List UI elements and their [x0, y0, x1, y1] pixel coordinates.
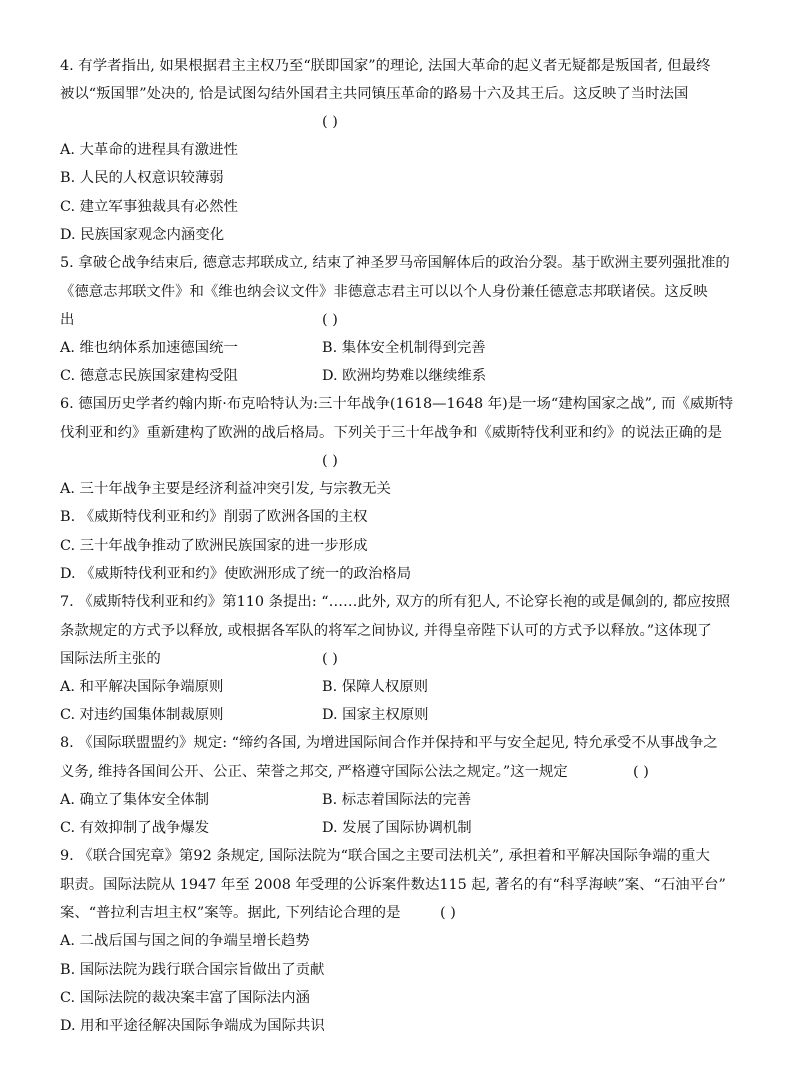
option-d: D. 用和平途径解决国际争端成为国际共识 [60, 1018, 325, 1034]
answer-bracket: ( ) [322, 312, 338, 328]
option-b: B. 《威斯特伐利亚和约》削弱了欧洲各国的主权 [60, 509, 368, 525]
option-c: C. 有效抑制了战争爆发 [60, 820, 210, 836]
option-b: B. 国际法院为践行联合国宗旨做出了贡献 [60, 962, 325, 978]
question-stem-line: 《德意志邦联文件》和《维也纳会议文件》非德意志君主可以以个人身份兼任德意志邦联诸侯。这反映 [60, 284, 708, 300]
question-stem-line: 7. 《威斯特伐利亚和约》第110 条提出: “……此外, 双方的所有犯人, 不论穿长袍的或是佩剑的, 都应按照 [60, 594, 731, 610]
question-stem-line: 国际法所主张的 [60, 651, 161, 667]
option-d: D. 民族国家观念内涵变化 [60, 227, 225, 243]
answer-bracket: ( ) [322, 651, 338, 667]
option-b: B. 保障人权原则 [322, 679, 429, 695]
answer-bracket: ( ) [633, 764, 649, 780]
question-stem-line: 4. 有学者指出, 如果根据君主主权乃至“朕即国家”的理论, 法国大革命的起义者无疑都是叛国者, 但最终 [60, 58, 711, 74]
option-a: A. 二战后国与国之间的争端呈增长趋势 [60, 933, 310, 949]
question-stem-line: 条款规定的方式予以释放, 或根据各军队的将军之间协议, 并得皇帝陛下认可的方式予以释放。”这体现了 [60, 623, 712, 639]
option-b: B. 标志着国际法的完善 [322, 792, 472, 808]
option-a: A. 三十年战争主要是经济利益冲突引发, 与宗教无关 [60, 481, 391, 497]
question-stem-line: 8. 《国际联盟盟约》规定: “缔约各国, 为增进国际间合作并保持和平与安全起见, 特允承受不从事战争之 [60, 735, 718, 751]
question-stem-line: 案、“普拉利吉坦主权”案等。据此, 下列结论合理的是 [60, 905, 401, 921]
option-c: C. 建立军事独裁具有必然性 [60, 199, 238, 215]
question-stem-line: 5. 拿破仑战争结束后, 德意志邦联成立, 结束了神圣罗马帝国解体后的政治分裂。基于欧洲主要列强批准的 [60, 255, 730, 271]
option-d: D. 欧洲均势难以继续维系 [322, 368, 487, 384]
option-c: C. 三十年战争推动了欧洲民族国家的进一步形成 [60, 538, 368, 554]
option-c: C. 国际法院的裁决案丰富了国际法内涵 [60, 990, 310, 1006]
question-stem-line: 6. 德国历史学者约翰内斯·布克哈特认为:三十年战争(1618—1648 年)是一场“建构国家之战”, 而《威斯特 [60, 396, 734, 412]
option-c: C. 德意志民族国家建构受阻 [60, 368, 238, 384]
option-b: B. 人民的人权意识较薄弱 [60, 170, 224, 186]
question-stem-line: 义务, 维持各国间公开、公正、荣誉之邦交, 严格遵守国际公法之规定。”这一规定 [60, 764, 568, 780]
answer-bracket: ( ) [322, 453, 338, 469]
option-d: D. 《威斯特伐利亚和约》使欧洲形成了统一的政治格局 [60, 566, 412, 582]
option-c: C. 对违约国集体制裁原则 [60, 707, 224, 723]
answer-bracket: ( ) [322, 114, 338, 130]
question-stem-line: 职责。国际法院从 1947 年至 2008 年受理的公诉案件数达115 起, 著名的有“科孚海峡”案、“石油平台” [60, 877, 726, 893]
question-stem-line: 出 [60, 312, 75, 328]
option-d: D. 国家主权原则 [322, 707, 429, 723]
question-stem-line: 伐利亚和约》重新建构了欧洲的战后格局。下列关于三十年战争和《威斯特伐利亚和约》的说法正确的是 [60, 425, 722, 441]
question-stem-line: 9. 《联合国宪章》第92 条规定, 国际法院为“联合国之主要司法机关”, 承担着和平解决国际争端的重大 [60, 848, 710, 864]
question-stem-line: 被以“叛国罪”处决的, 恰是试图勾结外国君主共同镇压革命的路易十六及其王后。这反映了当时法国 [60, 86, 689, 102]
option-a: A. 大革命的进程具有激进性 [60, 142, 238, 158]
option-a: A. 维也纳体系加速德国统一 [60, 340, 238, 356]
option-d: D. 发展了国际协调机制 [322, 820, 472, 836]
option-a: A. 和平解决国际争端原则 [60, 679, 224, 695]
answer-bracket: ( ) [440, 905, 456, 921]
option-a: A. 确立了集体安全体制 [60, 792, 210, 808]
option-b: B. 集体安全机制得到完善 [322, 340, 486, 356]
